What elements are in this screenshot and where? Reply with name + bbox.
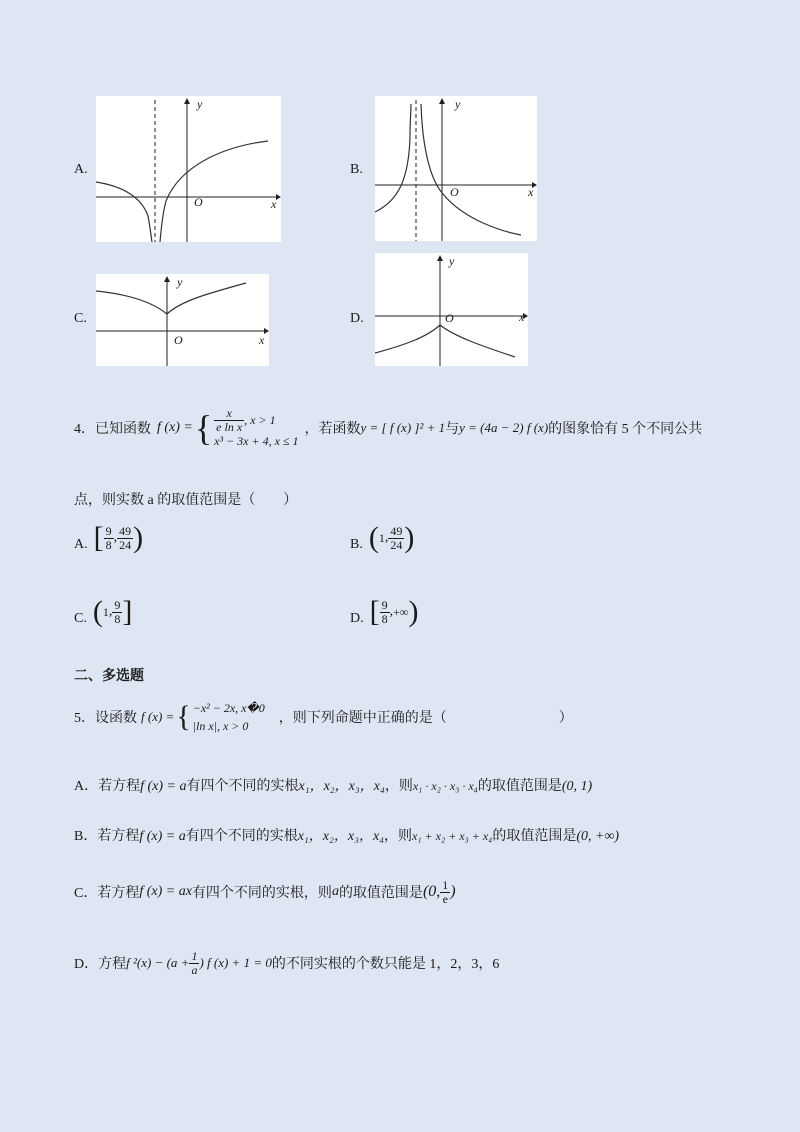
q5-t1: 有四个不同的实根 — [186, 779, 299, 794]
frac-num: 49 — [390, 523, 403, 538]
q4-option-c — [74, 590, 132, 634]
origin-label: O — [174, 333, 183, 347]
bracket-left: ( — [368, 521, 379, 554]
frac-den: 8 — [114, 611, 121, 626]
sep: , — [113, 530, 118, 545]
section-title: 二、多选题 — [74, 668, 144, 684]
q5-t1: 的不同实根的个数只能是 1，2，3，6 — [271, 957, 500, 972]
axis-x-label: x — [519, 310, 525, 324]
q5-label: D．方程 — [74, 957, 127, 972]
q5-eq: f (x) = a — [139, 829, 186, 844]
value: +∞ — [393, 604, 409, 619]
option-a-label: A. — [74, 162, 88, 177]
q5-t1: 有四个不同的实根，则 — [191, 886, 332, 901]
q5-option-a — [74, 775, 592, 795]
axis-y-label: y — [177, 275, 183, 289]
q5-eq: f (x) = ax — [139, 884, 192, 899]
q4-option-label: A. — [74, 537, 88, 552]
q5-case2: |ln x|, x > 0 — [192, 719, 249, 733]
origin-label: O — [445, 311, 454, 325]
q5-range-left: (0, — [422, 883, 441, 900]
frac-den: 24 — [119, 537, 132, 552]
bracket-right: ) — [408, 595, 419, 628]
q4-y1: y = [ f (x) ]² + 1 — [360, 420, 446, 435]
q5-t3: 的取值范围是 — [477, 779, 562, 794]
q5-eq: f (x) = a — [140, 779, 187, 794]
axis-x-label: x — [271, 197, 277, 211]
q5-expr: x₁ · x₂ · x₃ · x₄ — [412, 779, 478, 793]
q4-option-label: B. — [350, 537, 363, 552]
frac-den: 8 — [381, 611, 388, 626]
axis-y-label: y — [197, 97, 203, 111]
frac-num: 1 — [442, 877, 449, 892]
sep: , — [384, 530, 389, 545]
q4-mid1: ，若函数 — [304, 422, 361, 437]
q5-vars: x₁，x₂，x₃，x₄ — [298, 779, 385, 794]
sep: , — [389, 604, 394, 619]
q5-label: C．若方程 — [74, 886, 140, 901]
q4-line2: 点，则实数 a 的取值范围是（ ） — [74, 493, 298, 508]
q5-label: B．若方程 — [74, 829, 140, 844]
q5-label: A．若方程 — [74, 779, 141, 794]
bracket-left: [ — [369, 595, 380, 628]
option-c-label: C. — [74, 311, 87, 326]
q5-option-d — [74, 943, 499, 983]
bracket-left: ( — [92, 595, 103, 628]
origin-label: O — [450, 185, 459, 199]
q4-case2: x³ − 3x + 4, x ≤ 1 — [214, 433, 299, 448]
q5-number: 5．设函数 — [74, 711, 137, 726]
bracket-left: [ — [93, 521, 104, 554]
q5-range-right: ) — [450, 883, 456, 900]
option-d-label: D. — [350, 311, 364, 326]
q4-case1-cond: , x > 1 — [244, 413, 276, 427]
graph-option-d — [375, 253, 528, 366]
frac-den: a — [191, 962, 198, 977]
q4-tail1: 的图象恰有 5 个不同公共 — [548, 422, 703, 437]
q4-case1-den: e ln x — [216, 420, 243, 434]
axis-x-label: x — [259, 333, 265, 347]
q4-option-label: D. — [350, 611, 364, 626]
frac-den: 24 — [390, 537, 403, 552]
q5-piecewise: { −x² − 2x, x�0 |ln x|, x > 0 — [176, 700, 265, 733]
option-b-label: B. — [350, 162, 363, 177]
q5-expr1: f ²(x) − (a + — [126, 955, 190, 970]
axis-x-label: x — [528, 185, 534, 199]
q5-tail: ，则下列命题中正确的是（ ） — [278, 711, 573, 726]
q4-option-label: C. — [74, 611, 87, 626]
q5-case1: −x² − 2x, x�0 — [192, 701, 265, 715]
q5-range: (0, +∞) — [576, 829, 620, 844]
q4-stem — [74, 398, 702, 458]
axis-y-label: y — [449, 254, 455, 268]
bracket-right: ] — [122, 595, 133, 628]
q5-stem — [74, 693, 573, 741]
bracket-right: ) — [404, 521, 415, 554]
value: 1 — [102, 604, 109, 619]
q5-t2: ，则 — [384, 829, 413, 844]
q5-var: a — [331, 884, 339, 899]
q4-number: 4．已知函数 — [74, 422, 151, 437]
q4-fdef: f (x) = — [157, 420, 193, 435]
sep: , — [108, 604, 113, 619]
graph-option-c — [96, 274, 269, 366]
q5-range: (0, 1) — [561, 779, 593, 794]
q4-piecewise: { $\frac{x}{\text{e ln x}}$ , x > 1 x³ − 3x + 4, x ≤ 1 — [194, 406, 299, 448]
q5-t2: 的取值范围是 — [338, 886, 423, 901]
q5-expr2: ) f (x) + 1 = 0 — [199, 955, 272, 970]
frac-num: 1 — [191, 948, 198, 963]
q4-case1-num: x — [214, 407, 244, 421]
q5-t2: ，则 — [384, 779, 413, 794]
origin-label: O — [194, 195, 203, 209]
q5-expr: x₁ + x₂ + x₃ + x₄ — [412, 829, 493, 843]
q5-fdef: f (x) = — [141, 709, 175, 724]
frac-den: e — [442, 891, 448, 906]
q4-mid2: 与 — [445, 422, 460, 437]
value: 1 — [378, 530, 385, 545]
q5-option-b — [74, 825, 619, 845]
frac-num: 9 — [105, 523, 112, 538]
q4-option-a — [74, 516, 143, 560]
frac-den: 8 — [105, 537, 112, 552]
frac-num: 49 — [119, 523, 132, 538]
q4-option-d — [350, 590, 418, 634]
q4-y2: y = (4a − 2) f (x) — [459, 420, 549, 435]
axis-y-label: y — [455, 97, 461, 111]
frac-num: 9 — [381, 597, 388, 612]
q5-option-c — [74, 872, 456, 912]
frac-num: 9 — [114, 597, 121, 612]
q5-vars: x₁，x₂，x₃，x₄ — [297, 829, 385, 844]
graph-option-b — [375, 96, 537, 241]
graph-option-a — [96, 96, 281, 242]
q5-t1: 有四个不同的实根 — [185, 829, 298, 844]
bracket-right: ) — [133, 521, 144, 554]
q5-t3: 的取值范围是 — [492, 829, 577, 844]
q4-option-b — [350, 516, 414, 560]
